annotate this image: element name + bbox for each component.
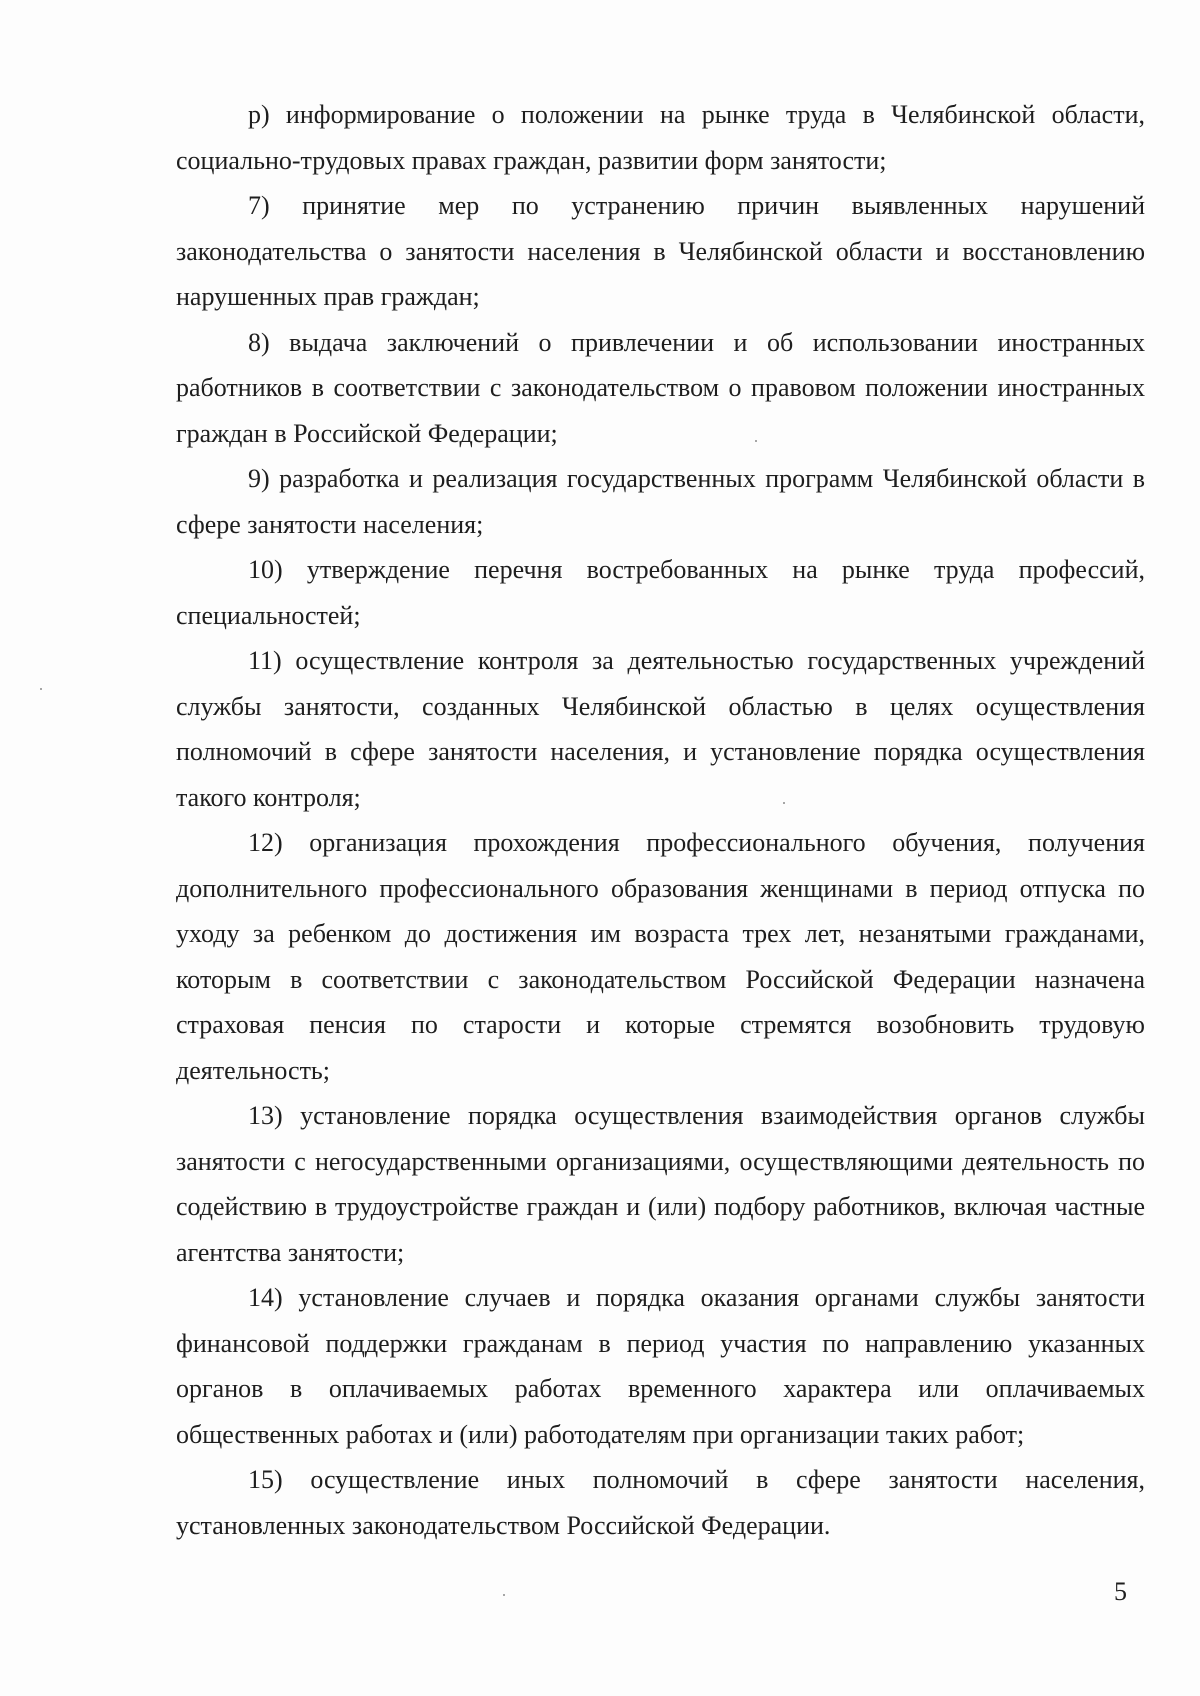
scan-speck: [755, 440, 757, 442]
paragraph-item-7: 7) принятие мер по устранению причин выявленных нарушений законодательства о занятости населения в Челябинской области и восстановлению нарушенных прав граждан;: [176, 191, 1145, 311]
paragraph-item-9: 9) разработка и реализация государственных программ Челябинской области в сфере занятости населения;: [176, 464, 1145, 539]
scan-speck: [503, 1594, 505, 1596]
paragraph-item-13: 13) установление порядка осуществления взаимодействия органов службы занятости с негосударственными организациями, осуществляющими деятельность по содействию в трудоустройстве граждан и (или) подбору работников, включая частные агентства занятости;: [176, 1101, 1145, 1267]
paragraph-item-14: 14) установление случаев и порядка оказания органами службы занятости финансовой поддержки гражданам в период участия по направлению указанных органов в оплачиваемых работах временного характера или оплачиваемых общественных работах и (или) работодателям при организации таких работ;: [176, 1283, 1145, 1449]
scan-speck: [783, 802, 785, 804]
page-number: 5: [1114, 1577, 1127, 1606]
paragraph-item-15: 15) осуществление иных полномочий в сфере занятости населения, установленных законодательством Российской Федерации.: [176, 1465, 1145, 1540]
paragraph-item-10: 10) утверждение перечня востребованных на рынке труда профессий, специальностей;: [176, 555, 1145, 630]
paragraph-item-8: 8) выдача заключений о привлечении и об использовании иностранных работников в соответствии с законодательством о правовом положении иностранных граждан в Российской Федерации;: [176, 327, 1145, 448]
paragraph-item-r: р) информирование о положении на рынке труда в Челябинской области, социально-трудовых правах граждан, развитии форм занятости;: [176, 100, 1145, 175]
scan-speck: [40, 688, 42, 690]
document-body: [176, 92, 1145, 1548]
paragraph-item-12: 12) организация прохождения профессионального обучения, получения дополнительного профессионального образования женщинами в период отпуска по уходу за ребенком до достижения им возраста трех лет, незанятыми гражданами, которым в соответствии с законодательством Российской Федерации назначена страховая пенсия по старости и которые стремятся возобновить трудовую деятельность;: [176, 828, 1145, 1085]
paragraph-item-11: 11) осуществление контроля за деятельностью государственных учреждений службы занятости, созданных Челябинской областью в целях осуществления полномочий в сфере занятости населения, и установление порядка осуществления такого контроля;: [176, 646, 1145, 812]
